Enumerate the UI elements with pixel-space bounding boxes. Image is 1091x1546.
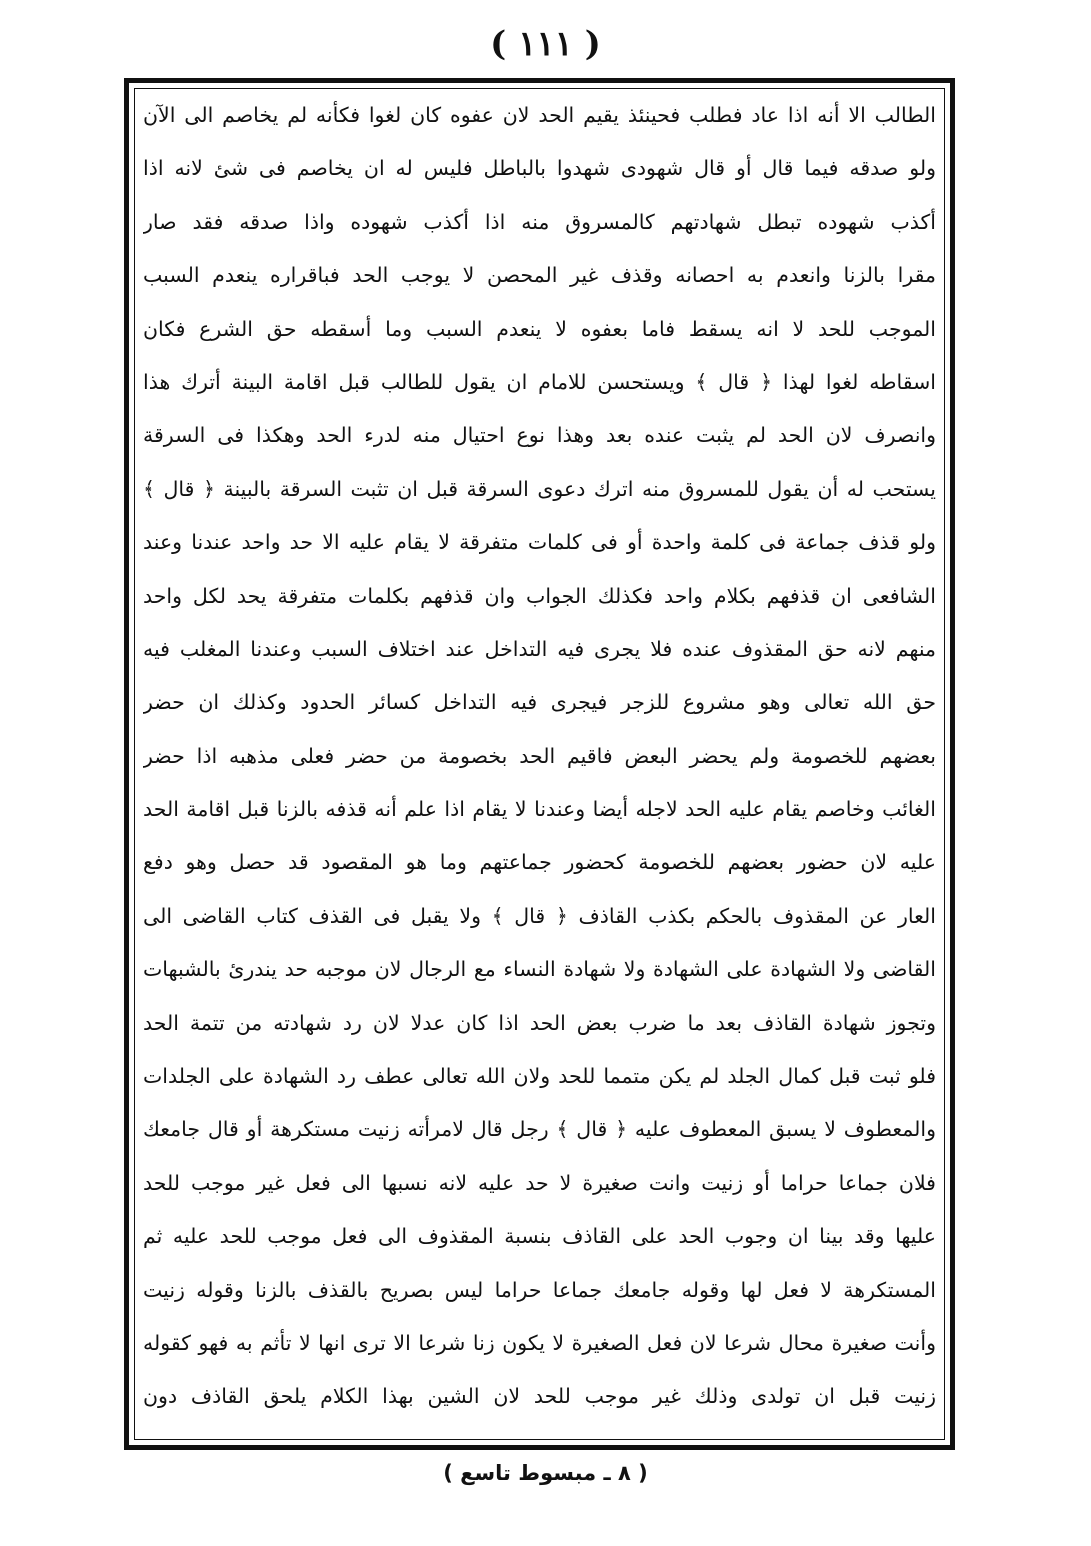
text-line: يستحب له أن يقول للمسروق منه اترك دعوى السرقة قبل ان تثبت السرقة بالبينة ﴿ قال ﴾ (143, 476, 936, 501)
text-line: القاضى ولا الشهادة على الشهادة ولا شهادة النساء مع الرجال لان موجبه حد يندرئ بالشبهات (143, 957, 936, 982)
text-line: المستكرهة لا فعل لها وقوله جامعك جماعا حراما ليس بصريح بالقذف بالزنا وقوله زنيت (143, 1277, 936, 1302)
page-number: ( ١١١ ) (490, 24, 601, 64)
text-line: العار عن المقذوف بالحكم بكذب القاذف ﴿ قال ﴾ ولا يقبل فى القذف كتاب القاضى الى (143, 903, 936, 928)
text-line: ولو صدقه فيما قال أو قال شهودى شهدوا بالباطل فليس له ان يخاصم فى شئ لانه اذا (143, 156, 936, 181)
text-line: وانصرف لان الحد لم يثبت عنده بعد وهذا نوع احتيال منه لدرء الحد وهكذا فى السرقة (143, 423, 936, 448)
text-line: منهم لانه حق المقذوف عنده فلا يجرى فيه التداخل عند اختلاف السبب وعندنا المغلب فيه (143, 636, 936, 661)
text-line: اسقاطه لغوا لهذا ﴿ قال ﴾ ويستحسن للامام ان يقول للطالب قبل اقامة البينة أترك هذا (143, 369, 936, 394)
text-line: حق الله تعالى وهو مشروع للزجر فيجرى فيه التداخل كسائر الحدود وكذلك ان حضر (143, 690, 936, 715)
footer-signature: ( ٨ ـ مبسوط تاسع ) (443, 1461, 648, 1485)
text-line: الموجب للحد لا انه يسقط فاما بعفوه لا ينعدم السبب وما أسقطه حق الشرع فكان (143, 316, 936, 341)
body-text (143, 89, 936, 1424)
text-line: فلو ثبت قبل كمال الجلد لم يكن متمما للحد ولان الله تعالى عطف رد الشهادة على الجلدات (143, 1064, 936, 1089)
text-line: أكذب شهوده تبطل شهادتهم كالمسروق منه اذا أكذب شهوده واذا صدقه فقد صار (143, 209, 936, 234)
text-line: الطالب الا أنه اذا عاد فطلب فحينئذ يقيم الحد لان عفوه كان لغوا فكأنه لم يخاصم الى الآن (143, 103, 936, 127)
text-line: مقرا بالزنا وانعدم به احصانه وقذف غير المحصن لا يوجب الحد فباقراره ينعدم السبب (143, 263, 936, 288)
text-line: الشافعى ان قذفهم بكلام واحد فكذلك الجواب وان قذفهم بكلمات متفرقة يحد لكل واحد (143, 583, 936, 608)
text-line: والمعطوف لا يسبق المعطوف عليه ﴿ قال ﴾ رجل قال لامرأته زنيت مستكرهة أو قال جامعك (143, 1117, 936, 1142)
text-line: وتجوز شهادة القاذف بعد ما ضرب بعض الحد اذا كان عدلا لان رد شهادته من تتمة الحد (143, 1010, 936, 1035)
text-line: عليها وقد بينا ان وجوب الحد على القاذف بنسبة المقذوف الى فعل موجب للحد عليه ثم (143, 1224, 936, 1249)
text-line: وأنت صغيرة محال شرعا لان فعل الصغيرة لا يكون زنا شرعا الا ترى انها لا تأثم به فهو كقوله (143, 1330, 936, 1355)
text-line: الغائب وخاصم يقام عليه الحد لاجله أيضا وعندنا لا يقام اذا علم أنه قذفه بالزنا قبل اقامة الحد (143, 797, 936, 822)
text-line: عليه لان حضور بعضهم للخصومة كحضور جماعتهم وما هو المقصود قد حصل وهو دفع (143, 850, 936, 875)
page-frame (124, 78, 955, 1450)
text-line: زنيت قبل ان تولدى وذلك غير موجب للحد لان الشين بهذا الكلام يلحق القاذف دون (143, 1384, 936, 1409)
text-line: بعضهم للخصومة ولم يحضر البعض فاقيم الحد بخصومة من حضر فعلى مذهبه اذا حضر (143, 743, 936, 768)
text-line: فلان جماعا حراما أو زنيت وانت صغيرة لا حد عليه لانه نسبها الى فعل غير موجب للحد (143, 1170, 936, 1195)
text-line: ولو قذف جماعة فى كلمة واحدة أو فى كلمات متفرقة لا يقام عليه الا حد واحد عندنا وعند (143, 530, 936, 555)
